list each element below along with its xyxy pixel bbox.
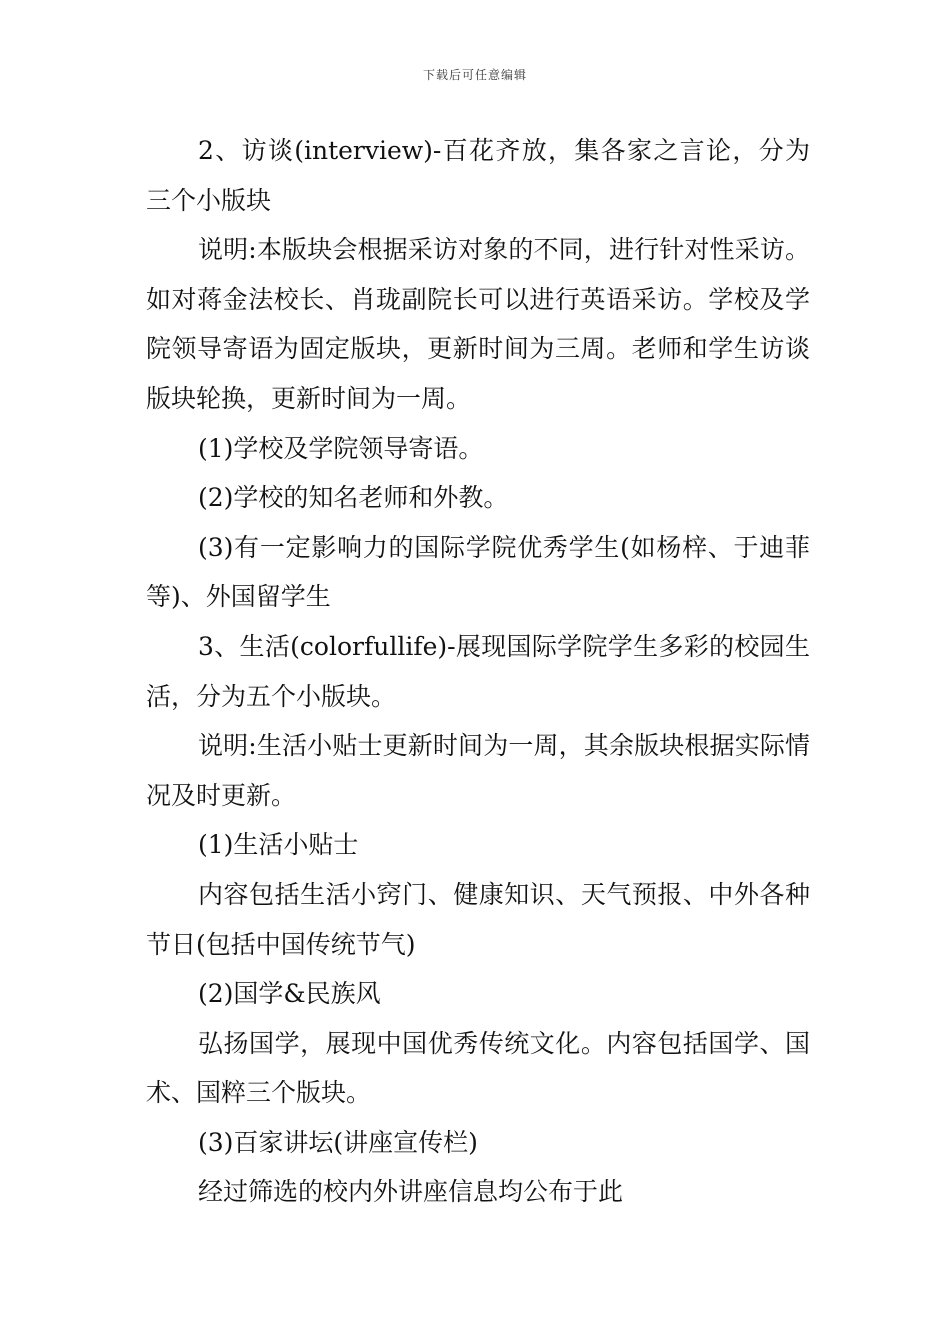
interview-item-2: (2)学校的知名老师和外教。 [198, 483, 509, 513]
interview-description: 说明:本版块会根据采访对象的不同，进行针对性采访。如对蒋金法校长、肖珑副院长可以进行英语采访。学校及学院领导寄语为固定版块，更新时间为三周。老师和学生访谈版块轮换，更新时间为一周。 [146, 235, 810, 413]
life-item-1-title: (1)生活小贴士 [198, 830, 359, 860]
life-item-1-content: 内容包括生活小窍门、健康知识、天气预报、中外各种节日(包括中国传统节气) [146, 879, 810, 959]
section-heading-life: 3、生活(colorfullife)-展现国际学院学生多彩的校园生活，分为五个小版块。 [146, 631, 810, 711]
life-item-2-content: 弘扬国学，展现中国优秀传统文化。内容包括国学、国术、国粹三个版块。 [146, 1028, 810, 1108]
page-header: 下载后可任意编辑 [422, 68, 527, 82]
life-description: 说明:生活小贴士更新时间为一周，其余版块根据实际情况及时更新。 [146, 731, 810, 810]
life-item-2-title: (2)国学&民族风 [198, 979, 381, 1009]
interview-item-3: (3)有一定影响力的国际学院优秀学生(如杨梓、于迪菲等)、外国留学生 [146, 532, 810, 612]
section-heading-interview: 2、访谈(interview)-百花齐放，集各家之言论，分为三个小版块 [146, 136, 810, 215]
document-body [146, 126, 810, 1217]
interview-item-1: (1)学校及学院领导寄语。 [198, 433, 484, 463]
life-item-3-content: 经过筛选的校内外讲座信息均公布于此 [198, 1177, 624, 1207]
life-item-3-title: (3)百家讲坛(讲座宣传栏) [198, 1127, 478, 1157]
